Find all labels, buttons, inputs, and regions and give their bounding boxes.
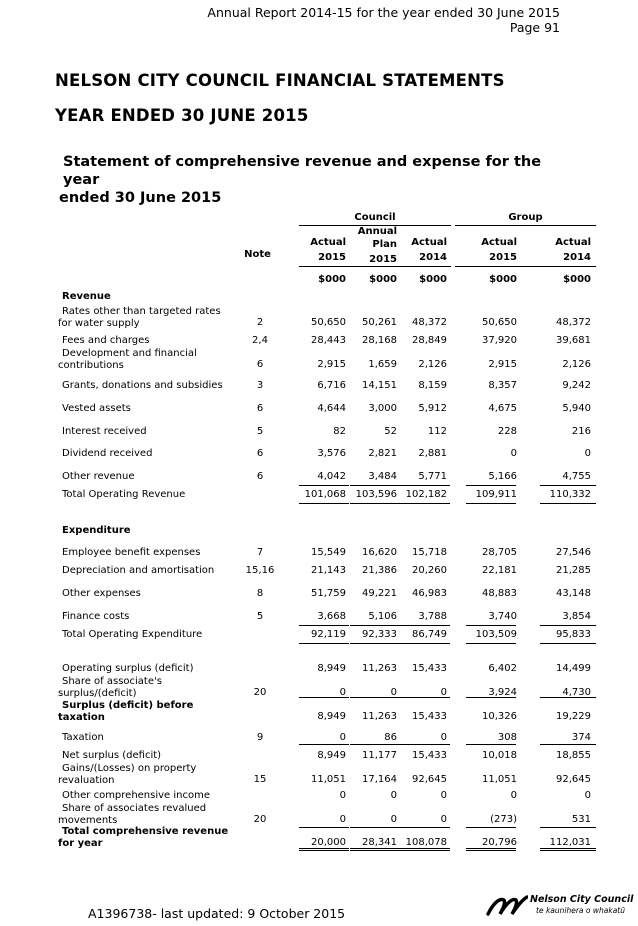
statement-title-line1: Statement of comprehensive revenue and expense for the year [63,154,542,188]
row-note: 9 [256,732,264,743]
row-label-line1: Fees and charges [62,335,150,346]
row-value-c4: 109,911 [475,489,517,500]
row-value-c5: 14,499 [556,663,591,674]
rule-line [350,827,400,828]
row-label-line1: Revenue [62,291,111,302]
row-label [58,803,206,826]
row-value-c4: 228 [497,426,517,437]
row-value-c1: 50,650 [311,317,346,328]
col5-header-line1: Actual [555,237,591,248]
row-label [62,750,161,762]
row-value-c4: 10,018 [482,750,517,761]
row-label-line1: Vested assets [62,403,131,414]
table-row [0,803,638,826]
row-value-c1: 20,000 [311,837,346,848]
row-value-c5: 110,332 [549,489,591,500]
row-value-c4: 28,705 [482,547,517,558]
row-note: 7 [256,547,264,558]
col3-header [397,236,447,264]
rule-line [540,625,596,626]
row-value-c2: 1,659 [368,359,397,370]
row-note: 20 [253,814,267,825]
row-note: 15,16 [245,565,275,576]
row-label-line1: Total Operating Expenditure [62,629,203,640]
row-note: 8 [256,588,264,599]
table-row [0,306,638,329]
row-value-c4: 50,650 [482,317,517,328]
row-value-c3: 15,433 [412,711,447,722]
rule-line [350,744,400,745]
row-label-line1: Share of associates revalued [62,803,207,814]
table-row [0,826,638,849]
rule-line [540,697,596,698]
table-row [0,700,638,723]
row-value-c4: 48,883 [482,588,517,599]
group-group-header: Group [455,212,596,226]
rule-line [299,848,349,851]
rule-line [299,625,349,626]
row-value-c3: 0 [440,814,447,825]
rule-line [350,697,400,698]
row-value-c1: 101,068 [304,489,346,500]
row-value-c3: 5,771 [418,471,447,482]
row-value-c2: 28,168 [362,335,397,346]
row-value-c1: 0 [339,732,346,743]
row-note: 3 [256,380,264,391]
row-note: 5 [256,426,264,437]
row-label [62,629,202,641]
row-value-c5: 5,940 [562,403,591,414]
col3-header-line1: Actual [411,237,447,248]
row-note: 6 [256,471,264,482]
table-row [0,663,638,677]
row-value-c3: 15,433 [412,750,447,761]
row-label [62,565,214,577]
row-label-line2: contributions [58,359,124,371]
row-value-c5: 39,681 [556,335,591,346]
row-value-c3: 8,159 [418,380,447,391]
council-logo [486,894,634,920]
table-row [0,335,638,349]
row-label [62,588,141,600]
row-value-c2: 28,341 [362,837,397,848]
row-value-c5: 0 [584,448,591,459]
row-value-c2: 50,261 [362,317,397,328]
row-label [58,826,228,849]
row-label-line1: Surplus (deficit) before [62,700,194,711]
header-divider-council [299,266,451,267]
rule-line [540,485,596,486]
statement-title [59,153,579,207]
rule-line [350,625,400,626]
row-value-c4: 103,509 [475,629,517,640]
row-value-c2: 86 [384,732,397,743]
row-note: 6 [256,359,264,370]
row-label [62,426,147,438]
row-value-c1: 21,143 [311,565,346,576]
row-value-c2: 11,263 [362,663,397,674]
row-label-line1: Share of associate's [62,676,162,687]
row-label-line1: Grants, donations and subsidies [62,380,223,391]
row-label-line2: for year [58,837,103,849]
table-row [0,489,638,503]
row-label-line2: revaluation [58,774,115,786]
row-value-c3: 20,260 [412,565,447,576]
row-note: 6 [256,448,264,459]
rule-line [299,697,349,698]
note-header: Note [244,249,271,260]
row-value-c5: 21,285 [556,565,591,576]
page-number: Page 91 [509,20,560,35]
row-note: 20 [253,687,267,698]
col2-header [347,225,397,266]
row-value-c2: 16,620 [362,547,397,558]
row-value-c3: 3,788 [418,611,447,622]
table-row [0,547,638,561]
row-value-c4: 20,796 [482,837,517,848]
row-value-c3: 28,849 [412,335,447,346]
row-value-c2: 49,221 [362,588,397,599]
row-label [62,291,111,303]
row-label-line1: Other expenses [62,588,141,599]
row-label-line1: Net surplus (deficit) [62,750,162,761]
row-label-line1: Finance costs [62,611,130,622]
row-label-line1: Other comprehensive income [62,790,211,801]
rule-line [540,848,596,851]
row-label-line1: Gains/(Losses) on property [62,763,197,774]
rule-line [466,848,516,851]
row-label [62,448,152,460]
row-value-c2: 103,596 [355,489,397,500]
document-title: NELSON CITY COUNCIL FINANCIAL STATEMENTS [55,71,505,90]
table-row [0,426,638,440]
row-label-line2: movements [58,814,118,826]
row-value-c2: 14,151 [362,380,397,391]
row-value-c5: 48,372 [556,317,591,328]
row-value-c2: 3,000 [368,403,397,414]
row-value-c2: 21,386 [362,565,397,576]
row-value-c4: 10,326 [482,711,517,722]
row-value-c1: 92,119 [311,629,346,640]
row-label [58,700,193,723]
row-value-c2: 3,484 [368,471,397,482]
table-row [0,403,638,417]
table-row [0,750,638,764]
row-label [62,547,200,559]
col3-unit: $000 [419,274,447,285]
row-value-c1: 51,759 [311,588,346,599]
row-label-line1: Depreciation and amortisation [62,565,215,576]
col1-header [296,236,346,264]
table-row [0,471,638,485]
row-label-line1: Rates other than targeted rates [62,306,221,317]
row-value-c3: 2,126 [418,359,447,370]
row-label-line1: Expenditure [62,525,131,536]
council-logo-name: Nelson City Council [530,894,634,905]
row-value-c3: 2,881 [418,448,447,459]
row-label-line2: taxation [58,711,105,723]
rule-line [400,744,450,745]
row-value-c4: 8,357 [488,380,517,391]
row-value-c4: 308 [497,732,517,743]
col5-header-line2: 2014 [563,252,591,263]
row-label [62,611,129,623]
row-label-line1: Total comprehensive revenue [62,826,229,837]
row-label [58,306,221,329]
row-value-c4: 22,181 [482,565,517,576]
rule-line [400,485,450,486]
col1-header-line1: Actual [310,237,346,248]
rule-line [540,643,596,644]
row-value-c2: 11,263 [362,711,397,722]
row-label [58,676,162,699]
table-row [0,676,638,699]
rule-line [540,827,596,828]
row-value-c4: 2,915 [488,359,517,370]
row-label-line1: Operating surplus (deficit) [62,663,194,674]
row-label-line1: Total Operating Revenue [62,489,186,500]
row-value-c1: 2,915 [317,359,346,370]
row-value-c5: 4,730 [562,687,591,698]
row-value-c1: 0 [339,687,346,698]
row-value-c3: 112 [427,426,447,437]
row-value-c4: 0 [510,448,517,459]
row-value-c1: 4,644 [317,403,346,414]
row-value-c2: 0 [390,790,397,801]
row-label-line2: for water supply [58,317,140,329]
council-group-header: Council [299,212,451,226]
row-value-c1: 3,668 [317,611,346,622]
row-value-c3: 15,433 [412,663,447,674]
row-value-c5: 3,854 [562,611,591,622]
col4-unit: $000 [489,274,517,285]
table-row [0,763,638,786]
row-value-c1: 15,549 [311,547,346,558]
row-label [62,489,185,501]
rule-line [466,744,516,745]
table-row [0,588,638,602]
row-value-c4: 37,920 [482,335,517,346]
row-value-c5: 0 [584,790,591,801]
rule-line [299,503,349,504]
row-value-c5: 18,855 [556,750,591,761]
row-value-c3: 0 [440,790,447,801]
col4-header [467,236,517,264]
row-note: 2,4 [252,335,268,346]
row-value-c5: 374 [571,732,591,743]
row-value-c1: 0 [339,814,346,825]
table-row [0,565,638,579]
row-value-c3: 46,983 [412,588,447,599]
col2-unit: $000 [369,274,397,285]
row-value-c1: 0 [339,790,346,801]
rule-line [350,503,400,504]
row-value-c2: 0 [390,814,397,825]
rule-line [400,827,450,828]
row-value-c4: (273) [490,814,517,825]
row-value-c5: 216 [571,426,591,437]
row-value-c4: 11,051 [482,774,517,785]
row-value-c5: 92,645 [556,774,591,785]
row-value-c2: 92,333 [362,629,397,640]
row-note: 5 [256,611,264,622]
row-value-c3: 0 [440,687,447,698]
rule-line [466,625,516,626]
rule-line [350,643,400,644]
row-note: 15 [253,774,267,785]
col3-header-line2: 2014 [419,252,447,263]
row-label [62,403,131,415]
rule-line [299,827,349,828]
row-label-line1: Other revenue [62,471,135,482]
row-value-c5: 112,031 [549,837,591,848]
table-row [0,448,638,462]
row-value-c5: 9,242 [562,380,591,391]
row-value-c3: 48,372 [412,317,447,328]
row-label [62,525,131,537]
col1-header-line2: 2015 [318,252,346,263]
row-value-c3: 5,912 [418,403,447,414]
col5-unit: $000 [563,274,591,285]
row-value-c1: 82 [333,426,346,437]
row-value-c1: 11,051 [311,774,346,785]
table-row [0,525,638,539]
statement-title-line2: ended 30 June 2015 [59,190,222,206]
row-value-c3: 102,182 [405,489,447,500]
row-value-c1: 6,716 [317,380,346,391]
row-label [62,790,210,802]
row-label [58,348,197,371]
row-value-c5: 19,229 [556,711,591,722]
row-value-c5: 4,755 [562,471,591,482]
rule-line [400,503,450,504]
row-label [62,380,223,392]
row-value-c3: 86,749 [412,629,447,640]
rule-line [299,643,349,644]
col4-header-line1: Actual [481,237,517,248]
row-value-c4: 0 [510,790,517,801]
rule-line [350,485,400,486]
row-value-c1: 28,443 [311,335,346,346]
rule-line [540,503,596,504]
rule-line [466,503,516,504]
row-value-c5: 2,126 [562,359,591,370]
row-label-line1: Interest received [62,426,147,437]
col2-header-line3: 2015 [369,254,397,265]
row-value-c5: 95,833 [556,629,591,640]
row-label [62,471,135,483]
table-row [0,348,638,371]
rule-line [299,485,349,486]
row-value-c1: 4,042 [317,471,346,482]
document-subtitle-year: YEAR ENDED 30 JUNE 2015 [55,106,309,125]
row-value-c3: 108,078 [405,837,447,848]
rule-line [400,848,450,851]
row-value-c2: 52 [384,426,397,437]
row-value-c4: 3,924 [488,687,517,698]
report-header-title: Annual Report 2014-15 for the year ended 30 June 2015 [207,5,560,20]
col1-unit: $000 [318,274,346,285]
row-value-c5: 43,148 [556,588,591,599]
rule-line [400,697,450,698]
row-value-c5: 531 [571,814,591,825]
row-value-c4: 4,675 [488,403,517,414]
row-value-c2: 11,177 [362,750,397,761]
table-row [0,790,638,804]
row-value-c4: 5,166 [488,471,517,482]
table-row [0,291,638,305]
row-value-c2: 5,106 [368,611,397,622]
table-row [0,611,638,625]
council-logo-mark [486,894,528,916]
row-value-c1: 8,949 [317,663,346,674]
row-value-c2: 17,164 [362,774,397,785]
rule-line [466,485,516,486]
row-value-c2: 2,821 [368,448,397,459]
row-label [62,663,193,675]
row-label-line1: Development and financial [62,348,197,359]
row-label [62,732,104,744]
row-value-c3: 92,645 [412,774,447,785]
row-label-line1: Taxation [62,732,104,743]
row-value-c4: 3,740 [488,611,517,622]
rule-line [350,848,400,851]
col5-header [541,236,591,264]
row-value-c1: 3,576 [317,448,346,459]
rule-line [400,625,450,626]
row-value-c5: 27,546 [556,547,591,558]
row-label [62,335,150,347]
row-label-line1: Employee benefit expenses [62,547,201,558]
row-value-c3: 0 [440,732,447,743]
row-value-c4: 6,402 [488,663,517,674]
header-divider-group [455,266,596,267]
rule-line [540,744,596,745]
rule-line [299,744,349,745]
table-row [0,380,638,394]
rule-line [466,643,516,644]
row-value-c2: 0 [390,687,397,698]
col2-header-line1: Annual [357,226,397,237]
row-note: 6 [256,403,264,414]
col2-header-line2: Plan [372,239,397,250]
row-label-line1: Dividend received [62,448,153,459]
council-logo-tagline: te kaunihera o whakatū [536,906,625,915]
rule-line [400,643,450,644]
row-label [58,763,196,786]
row-note: 2 [256,317,264,328]
rule-line [466,697,516,698]
row-value-c3: 15,718 [412,547,447,558]
col4-header-line2: 2015 [489,252,517,263]
rule-line [466,827,516,828]
row-value-c1: 8,949 [317,711,346,722]
table-row [0,629,638,643]
row-value-c1: 8,949 [317,750,346,761]
row-label-line2: surplus/(deficit) [58,687,137,699]
footer-document-id: A1396738- last updated: 9 October 2015 [88,906,346,921]
